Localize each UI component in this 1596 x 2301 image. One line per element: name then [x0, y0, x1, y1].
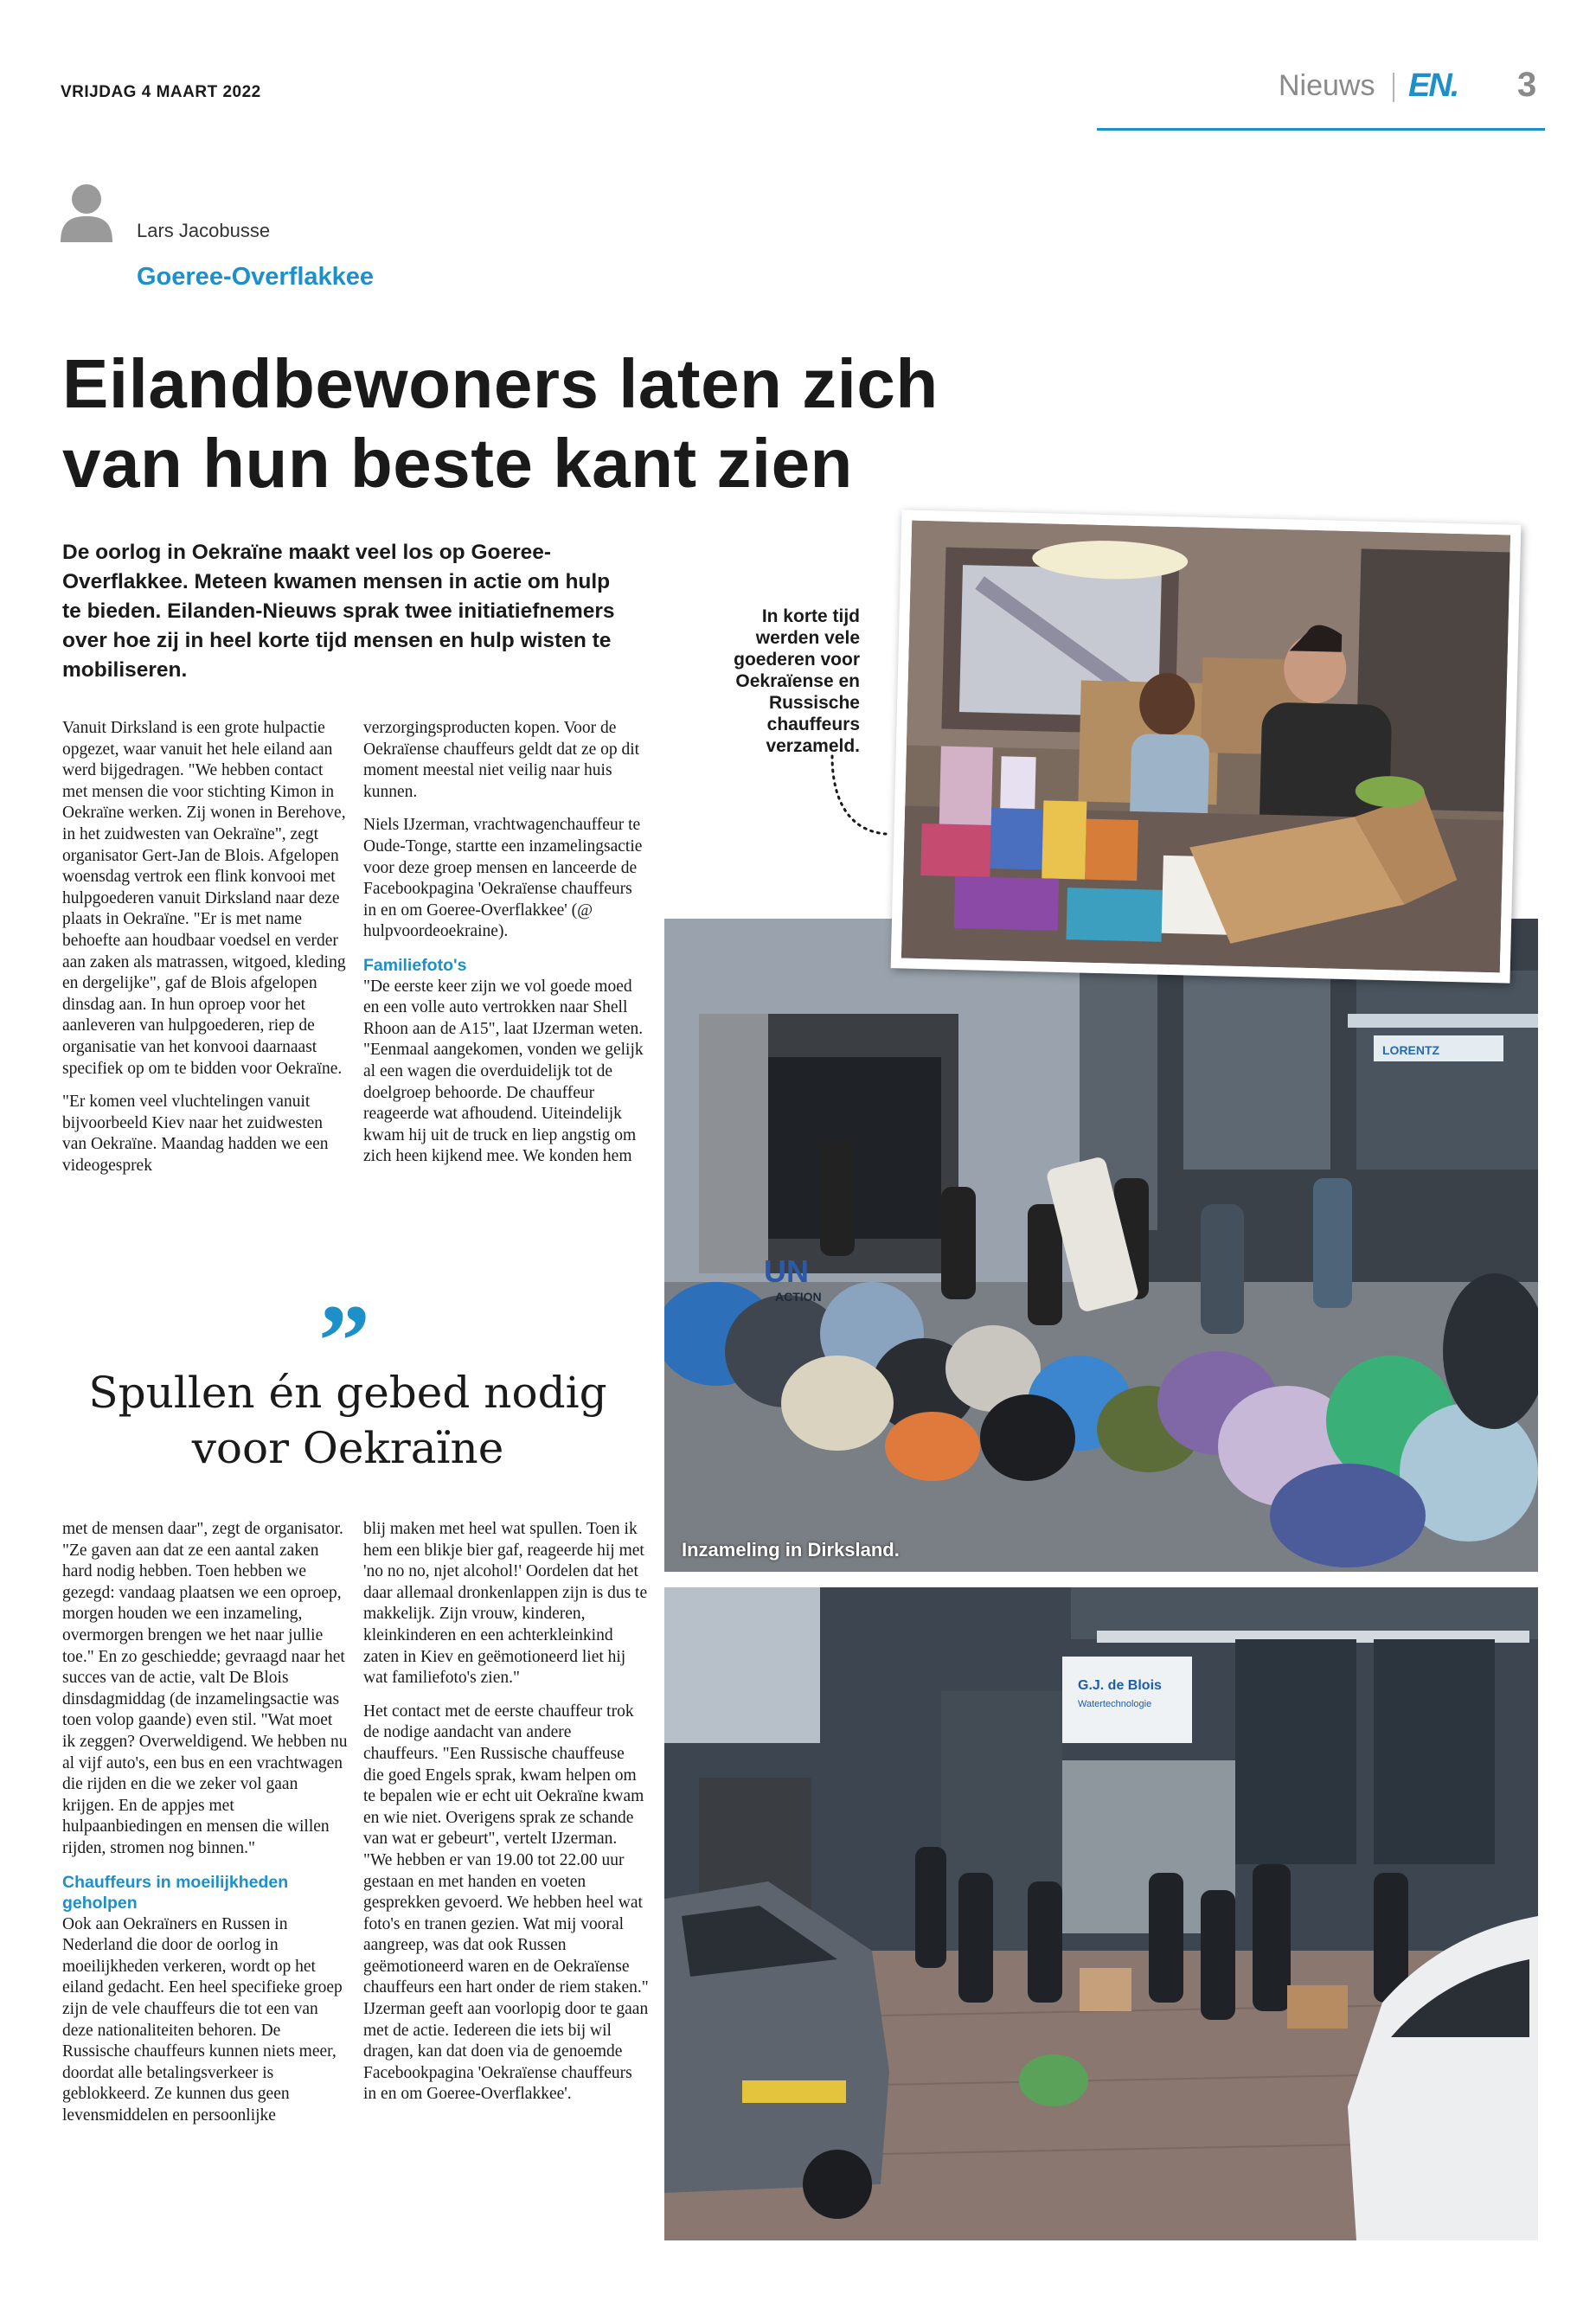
photo-collection-dirksland [664, 919, 1538, 1572]
paragraph: Vanuit Dirksland is een grote hulpactie opgezet, waar vanuit het hele eiland aan werd bijgedragen. "We hebben contact met mensen die voor stichting Kimon in Oekraïne werken. Zij wonen in Berehove, in het zuidwesten van Oekraïne", zegt organisator Gert-Jan de Blois. Afgelopen woensdag vertrok een flink konvooi met hulpgoederen vanuit Dirksland naar deze plaats in Oekraïne. "Er is met name behoefte aan houdbaar voedsel en verder aan zaken als matrassen, witgoed, kleding en dergelijke", gaf de Blois afgelopen dinsdag aan. In hun oproep voor het aanleveren van hulpgoederen, riep de organisatie van het konvooi daarnaast specifiek op om te bidden voor Oekraïne. [62, 719, 346, 1078]
caption-pointer-icon [829, 753, 889, 839]
column-2-bottom [363, 1519, 649, 2106]
paragraph: Niels IJzerman, vrachtwagenchauffeur te Oude-Tonge, startte een inzamelingsactie voor deze groep mensen en lanceerde de Facebookpagina 'Oekraïense chauffeurs in en om Goeree-Overflakkee' (@ hulpvoordeoekraine). [363, 816, 643, 941]
photo-indoor-framed [891, 510, 1522, 983]
un-text: UN [764, 1253, 809, 1289]
paragraph: "Er komen veel vluchtelingen vanuit bijvoorbeeld Kiev naar het zuidwesten van Oekraïne. Maandag hadden we een videogesprek [62, 1093, 329, 1175]
paragraph: "De eerste keer zijn we vol goede moed en een volle auto vertrokken naar Shell Rhoon aan de A15", laat IJzerman weten. "Eenmaal aangekomen, vonden we gelijk al een wagen die overduidelijk tot de doelgroep behoorde. De chauffeur reageerde wat afhoudend. Uiteindelijk kwam hij uit de truck en liep angstig om zich heen kijkend mee. We konden hem [363, 977, 644, 1166]
header-divider [1393, 73, 1394, 102]
issue-date: VRIJDAG 4 MAART 2022 [61, 83, 261, 101]
photo-collection-image [664, 919, 1538, 1572]
headline [62, 344, 1014, 503]
paragraph: blij maken met heel wat spullen. Toen ik hem een blikje bier gaf, reageerde hij met 'no no no, njet alcohol!' Oordelen dat het daar allemaal dronkenlappen zijn is dus te makkelijk. Zijn vrouw, kinderen, kleinkinderen en een achterkleinkind zaten in Kiev en geëmotioneerd liet hij wat familiefoto's zien." [363, 1520, 648, 1688]
pull-quote: Spullen én gebed nodig voor Oekraïne [88, 1368, 607, 1473]
column-1-bottom [62, 1519, 348, 2127]
photo-storefront [664, 1587, 1538, 2240]
paragraph: met de mensen daar", zegt de organisator. "Ze gaven aan dat ze een aantal zaken hard nodig hebben. Toen hebben we gezegd: vandaag plaatsen we een oproep, morgen houden we een inzameling, overmorgen brengen we het naar jullie toe." En zo geschiedde; gevraagd naar het succes van de actie, valt De Blois dinsdagmiddag (de inzamelingsactie was toen volop gaande) even stil. "Wat moet ik zeggen? Overweldigend. We hebben nu al vijf auto's, een bus en een vrachtwagen die rijden en die we zeker vol gaan krijgen. En de appjes met hulpaanbiedingen en mensen die willen rijden, stromen nog binnen." [62, 1520, 348, 1857]
column-1-top [62, 718, 348, 1176]
sign-text-name: G.J. de Blois [1078, 1678, 1162, 1693]
action-text: ACTION [775, 1290, 822, 1304]
page-number: 3 [1517, 66, 1537, 104]
photo-storefront-image [664, 1587, 1538, 2240]
photo-caption-side: In korte tijd werden vele goederen voor Oekraïense en Russische chauffeurs verzameld. [734, 606, 860, 756]
photo-indoor-image [901, 521, 1510, 973]
subheading-chauffeurs: Chauffeurs in moeilijkheden geholpen [62, 1872, 289, 1913]
lorentz-label: LORENTZ [1382, 1043, 1440, 1057]
header-rule [1097, 128, 1545, 131]
photo-caption-middle: Inzameling in Dirksland. [682, 1539, 900, 1561]
column-2-top [363, 718, 649, 1168]
headline-line-2: van hun beste kant zien [62, 425, 853, 502]
paragraph: Het contact met de eerste chauffeur trok de nodige aandacht van andere chauffeurs. "Een Russische chauffeuse die goed Engels sprak, kwam helpen om te bepalen wie er echt uit Oekraïne kwam en wie niet. Overigens sprak ze schande van wat er gebeurt", vertelt IJzerman. "We hebben er van 19.00 tot 22.00 uur gestaan en met handen en voeten gesprekken gevoerd. We hebben heel wat foto's en tranen gezien. Wat mij vooral aangreep, was dat ook Russen geëmotioneerd waren en de Oekraïense chauffeurs een hart onder de riem staken." IJzerman geeft aan voorlopig door te gaan met de actie. Iedereen die iets bij wil dragen, kan dat doen via de genoemde Facebookpagina 'Oekraïense chauffeurs in en om Goeree-Overflakkee'. [363, 1702, 649, 2104]
sign-text-sub: Watertechnologie [1078, 1699, 1152, 1709]
region-label: Goeree-Overflakkee [137, 263, 375, 291]
paragraph: verzorgingsproducten kopen. Voor de Oekraïense chauffeurs geldt dat ze op dit moment meestal niet veilig naar huis kunnen. [363, 719, 640, 801]
quote-mark-icon: ” [318, 1283, 370, 1398]
author-name: Lars Jacobusse [137, 220, 271, 241]
headline-line-1: Eilandbewoners laten zich [62, 345, 939, 422]
subheading-familiefotos: Familiefoto's [363, 955, 467, 975]
article-lead: De oorlog in Oekraïne maakt veel los op Goeree-Overflakkee. Meteen kwamen mensen in actie om hulp te bieden. Eilanden-Nieuws sprak twee initiatiefnemers over hoe zij in heel korte tijd mensen en hulp wisten te mobiliseren. [62, 541, 615, 682]
paragraph: Ook aan Oekraïners en Russen in Nederland die door de oorlog in moeilijkheden verkeren, wordt op het eiland gedacht. Een heel specifieke groep zijn de vele chauffeurs die tot een van deze nationaliteiten behoren. De Russische chauffeurs kunnen niets meer, doordat alle betalingsverkeer is geblokkeerd. Ze kunnen dus geen levensmiddelen en persoonlijke [62, 1914, 343, 2125]
author-avatar-icon [59, 182, 114, 242]
section-label: Nieuws [1279, 69, 1375, 102]
brand-logo: EN. [1408, 67, 1458, 104]
